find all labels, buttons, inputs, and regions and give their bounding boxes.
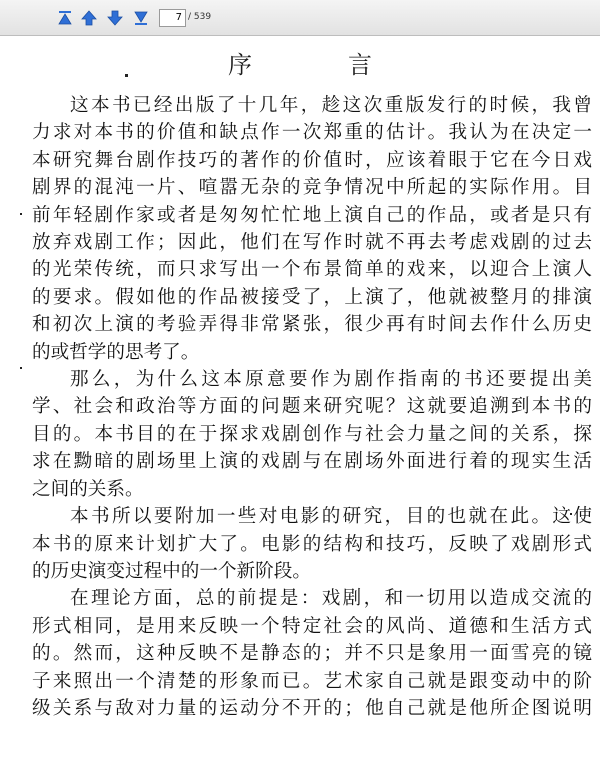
text-line: 放弃戏剧工作；因此，他们在写作时就不再去考虑戏剧的过去 — [32, 232, 592, 254]
text-line: 本研究舞台剧作技巧的著作的价值时，应该着眼于它在今日戏 — [32, 149, 592, 171]
text-line: 剧界的混沌一片、喧嚣无杂的竞争情况中所起的实际作用。目 — [32, 177, 592, 199]
text-line: 的要求。假如他的作品被接受了，上演了，他就被整月的排演 — [32, 286, 592, 308]
last-page-button[interactable] — [132, 9, 150, 27]
paragraph — [32, 92, 592, 366]
paragraph — [32, 503, 592, 585]
arrow-down-icon — [106, 9, 124, 27]
paragraph — [32, 585, 592, 722]
text-line: 目的。本书目的在于探求戏剧创作与社会力量之间的关系，探 — [32, 423, 592, 445]
last-page-icon — [132, 9, 150, 27]
text-line: 子来照出一个清楚的形象而已。艺术家自己就是跟变动中的阶 — [32, 670, 592, 692]
text-line: 和初次上演的考验弄得非常紧张，很少再有时间去作什么历史 — [32, 314, 592, 336]
text-line: 的历史演变过程中的一个新阶段。 — [32, 560, 311, 582]
scan-speck — [20, 213, 22, 215]
text-line: 前年轻剧作家或者是匆匆忙忙地上演自己的作品，或者是只有 — [32, 204, 592, 226]
text-line: 那么，为什么这本原意要作为剧作指南的书还要提出美 — [70, 369, 592, 391]
scan-speck — [125, 74, 128, 77]
text-line: 的。然而，这种反映不是静态的；并不只是象用一面雪亮的镜 — [32, 643, 592, 665]
previous-page-button[interactable] — [80, 9, 98, 27]
text-line: 这本书已经出版了十几年，趁这次重版发行的时候，我曾 — [70, 95, 592, 116]
document-page — [0, 37, 600, 784]
arrow-up-icon — [80, 9, 98, 27]
text-line: 形式相同，是用来反映一个特定社会的风尚、道德和生活方式 — [32, 615, 592, 637]
next-page-button[interactable] — [106, 9, 124, 27]
scan-speck — [20, 367, 22, 369]
text-line: 的或哲学的思考了。 — [32, 341, 200, 363]
page-title: 序 言 — [228, 51, 408, 79]
body-text — [32, 92, 592, 722]
text-line: 求在黝暗的剧场里上演的戏剧与在剧场外面进行着的现实生活 — [32, 451, 592, 473]
first-page-button[interactable] — [56, 9, 74, 27]
text-line: 的光荣传统，而只求写出一个布景简单的戏来，以迎合上演人 — [32, 259, 592, 281]
text-line: 在理论方面，总的前提是：戏剧，和一切用以造成交流的 — [70, 588, 592, 610]
text-line: 本书的原来计划扩大了。电影的结构和技巧，反映了戏剧形式 — [32, 533, 592, 555]
page-number-input[interactable]: 7 — [159, 9, 186, 27]
pdf-toolbar — [0, 0, 600, 36]
page-count-label: / 539 — [188, 12, 212, 22]
text-line: 级关系与敌对力量的运动分不开的；他自己就是他所企图说明 — [32, 697, 592, 719]
text-line: 学、社会和政治等方面的问题来研究呢？这就要追溯到本书的 — [32, 396, 592, 418]
text-line: 本书所以要附加一些对电影的研究，目的也就在此。这使 — [70, 506, 592, 528]
text-line: 之间的关系。 — [32, 478, 144, 500]
paragraph — [32, 366, 592, 503]
first-page-icon — [56, 9, 74, 27]
text-line: 力求对本书的价值和缺点作一次郑重的估计。我认为在决定一 — [32, 122, 592, 144]
